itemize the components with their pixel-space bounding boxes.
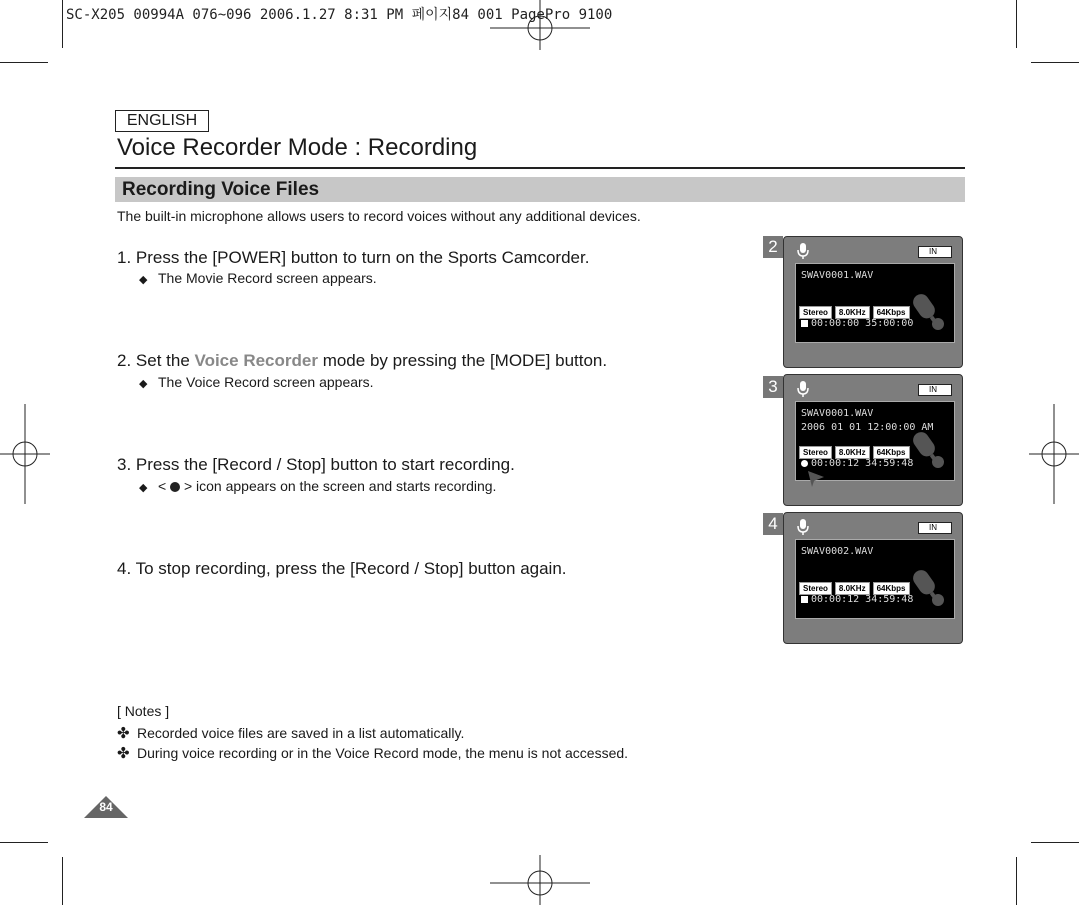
step-2-highlight: Voice Recorder (194, 351, 318, 370)
sample-rate-tag: 8.0KHz (835, 306, 870, 319)
sample-rate-tag: 8.0KHz (835, 582, 870, 595)
record-dot-icon (170, 482, 180, 492)
screen-2-number: 2 (763, 236, 783, 258)
cross-icon: ✤ (117, 745, 130, 762)
step-1-bullet-text: The Movie Record screen appears. (158, 270, 377, 286)
note-1-text: Recorded voice files are saved in a list automatically. (137, 725, 465, 741)
step-2 (117, 351, 607, 371)
section-title: Recording Voice Files (122, 179, 320, 200)
screen-3-datetime: 2006 01 01 12:00:00 AM (801, 422, 934, 433)
step-3-bullet (139, 478, 496, 494)
screen-2-display (795, 263, 955, 343)
screen-3-filename: SWAV0001.WAV (801, 408, 874, 419)
screen-3-time-text: 00:00:12 34:59:48 (811, 458, 914, 469)
registration-mark-bottom (490, 855, 590, 905)
microphone-watermark-icon (908, 428, 948, 472)
screen-2-time-text: 00:00:00 35:00:00 (811, 318, 914, 329)
diamond-icon: ◆ (139, 482, 148, 494)
step-2-prefix: 2. Set the (117, 351, 195, 370)
screen-4-time (801, 594, 913, 605)
screen-3-time (801, 458, 913, 469)
battery-icon (918, 522, 952, 534)
bitrate-tag: 64Kbps (873, 582, 910, 595)
step-3-bullet-suffix: > icon appears on the screen and starts recording. (180, 478, 497, 494)
step-3: 3. Press the [Record / Stop] button to start recording. (117, 455, 515, 474)
screen-4-filename: SWAV0002.WAV (801, 546, 874, 557)
registration-mark-left (0, 404, 50, 504)
stereo-tag: Stereo (799, 306, 832, 319)
intro-text: The built-in microphone allows users to record voices without any additional devices. (117, 208, 641, 224)
microphone-watermark-icon (908, 566, 948, 610)
screen-3 (783, 374, 963, 506)
screen-4-time-text: 00:00:12 34:59:48 (811, 594, 914, 605)
bitrate-tag: 64Kbps (873, 306, 910, 319)
note-1 (117, 724, 464, 742)
step-1: 1. Press the [POWER] button to turn on the Sports Camcorder. (117, 248, 590, 267)
printer-header: SC-X205 00994A 076~096 2006.1.27 8:31 PM 페이지84 001 PagePro 9100 (66, 7, 613, 23)
notes-title: [ Notes ] (117, 703, 170, 719)
battery-label: IN (929, 385, 937, 394)
note-2-text: During voice recording or in the Voice Record mode, the menu is not accessed. (137, 745, 629, 761)
step-4: 4. To stop recording, press the [Record / Stop] button again. (117, 559, 567, 578)
page-title: Voice Recorder Mode : Recording (117, 134, 478, 161)
note-2 (117, 744, 628, 762)
stop-icon (801, 596, 808, 603)
title-rule (115, 167, 965, 169)
step-2-bullet (139, 374, 374, 390)
step-2-bullet-text: The Voice Record screen appears. (158, 374, 374, 390)
registration-mark-right (1029, 404, 1079, 504)
screen-3-number: 3 (763, 376, 783, 398)
screen-2-time (801, 318, 913, 329)
battery-icon (918, 246, 952, 258)
microphone-icon (796, 518, 810, 536)
microphone-watermark-icon (908, 290, 948, 334)
step-2-suffix: mode by pressing the [MODE] button. (317, 351, 608, 370)
sample-rate-tag: 8.0KHz (835, 446, 870, 459)
battery-label: IN (929, 247, 937, 256)
screen-2 (783, 236, 963, 368)
diamond-icon: ◆ (139, 378, 148, 390)
diamond-icon: ◆ (139, 274, 148, 286)
stereo-tag: Stereo (799, 446, 832, 459)
record-dot-icon (801, 460, 808, 467)
pointer-arrow-icon (806, 469, 826, 489)
screen-4-display (795, 539, 955, 619)
step-1-bullet (139, 270, 377, 286)
screen-4 (783, 512, 963, 644)
microphone-icon (796, 242, 810, 260)
stereo-tag: Stereo (799, 582, 832, 595)
screen-2-filename: SWAV0001.WAV (801, 270, 874, 281)
step-3-bullet-prefix: < (158, 478, 171, 494)
microphone-icon (796, 380, 810, 398)
battery-label: IN (929, 523, 937, 532)
stop-icon (801, 320, 808, 327)
page-number: 84 (99, 800, 113, 814)
language-label: ENGLISH (115, 110, 209, 132)
screen-4-number: 4 (763, 513, 783, 535)
battery-icon (918, 384, 952, 396)
bitrate-tag: 64Kbps (873, 446, 910, 459)
cross-icon: ✤ (117, 725, 130, 742)
